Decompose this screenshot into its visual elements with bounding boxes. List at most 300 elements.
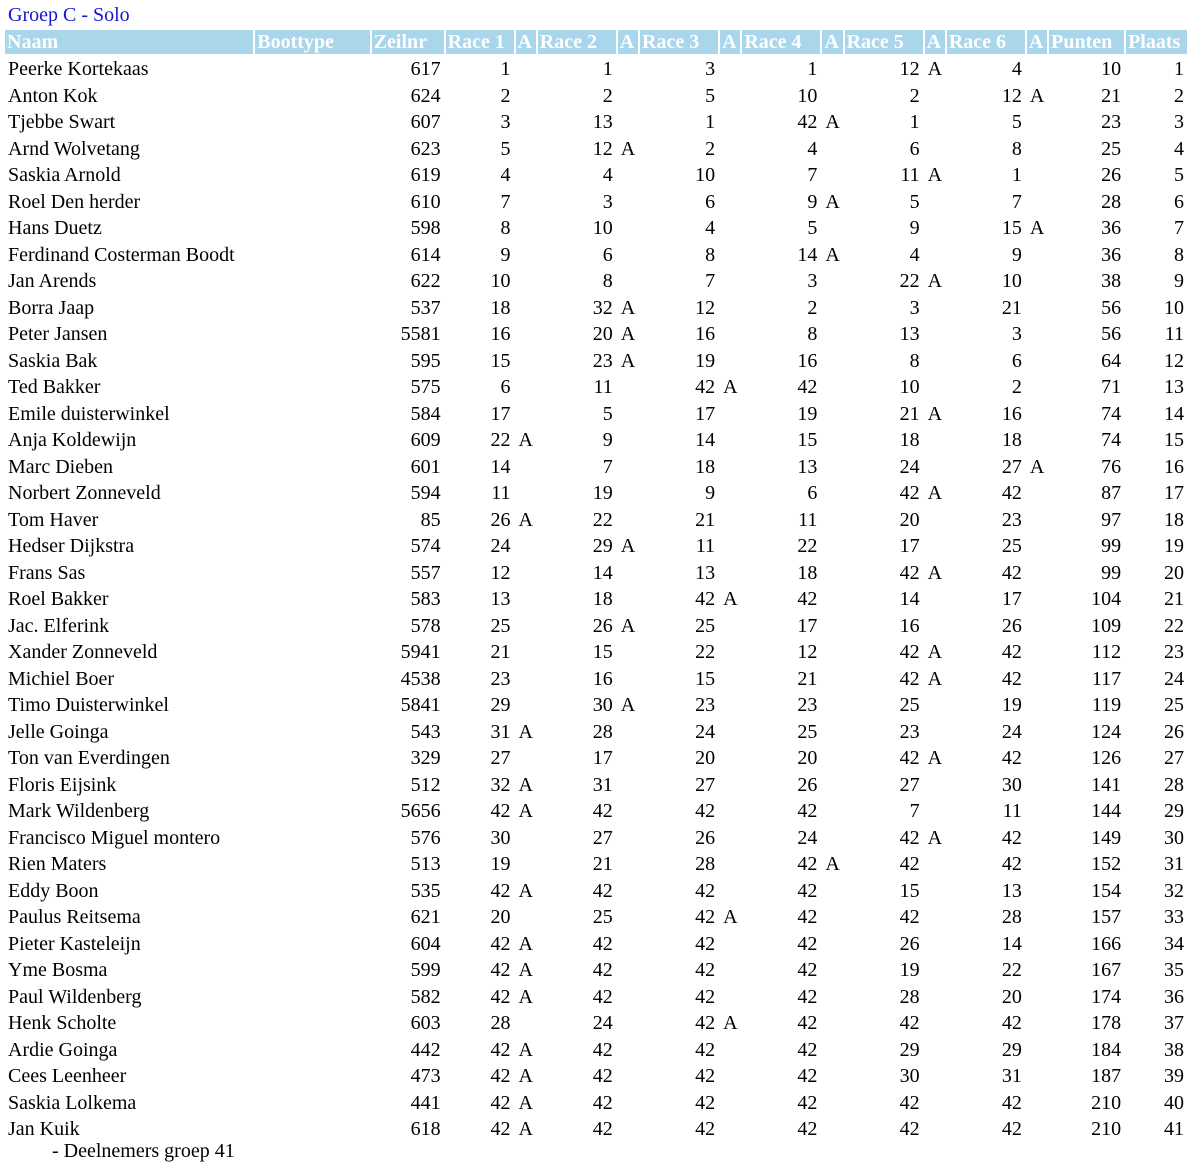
race-score-cell: 22: [490, 429, 511, 452]
race-score-cell: 30: [592, 694, 613, 717]
sailor-name-cell: Paulus Reitsema: [8, 906, 141, 929]
discard-flag-cell: [720, 825, 740, 852]
table-row: [5, 772, 1187, 799]
points-cell: 87: [1101, 482, 1122, 505]
points-cell: 174: [1091, 985, 1122, 1008]
points-cell: 157: [1091, 906, 1122, 929]
sail-number-cell: 575: [410, 376, 441, 399]
discard-flag-cell: [925, 1037, 945, 1064]
race-score-cell: 16: [1001, 402, 1022, 425]
discard-flag-cell: [618, 215, 638, 242]
race-score-cell: 17: [1001, 588, 1022, 611]
race-score-cell: 20: [490, 906, 511, 929]
discard-flag-cell: A: [723, 588, 738, 611]
discard-flag-cell: A: [927, 826, 943, 849]
points-cell: 26: [1101, 164, 1122, 187]
sail-number-cell: 441: [410, 1091, 441, 1114]
race-score-cell: 6: [807, 482, 818, 505]
discard-flag-cell: [925, 798, 945, 825]
race-score-cell: 8: [1011, 137, 1022, 160]
discard-flag-cell: [925, 83, 945, 110]
discard-flag-cell: [925, 189, 945, 216]
table-row: [5, 215, 1187, 242]
discard-flag-cell: [720, 83, 740, 110]
race-score-cell: 25: [899, 694, 920, 717]
boat-type-cell: [255, 984, 369, 1011]
race-score-cell: 5: [807, 217, 818, 240]
place-cell: 21: [1164, 588, 1184, 611]
discard-flag-cell: [618, 1116, 638, 1143]
discard-flag-cell: A: [518, 932, 533, 955]
discard-flag-cell: [516, 692, 536, 719]
place-cell: 2: [1174, 84, 1184, 107]
discard-flag-cell: A: [825, 190, 840, 213]
race-score-cell: 42: [592, 1091, 613, 1114]
boat-type-cell: [255, 692, 369, 719]
discard-flag-cell: A: [825, 243, 840, 266]
race-score-cell: 25: [797, 720, 818, 743]
discard-flag-cell: [1027, 957, 1047, 984]
discard-flag-cell: A: [518, 1118, 533, 1141]
place-cell: 16: [1164, 455, 1184, 478]
race-score-cell: 24: [592, 1012, 613, 1035]
discard-flag-cell: [720, 427, 740, 454]
race-score-cell: 19: [490, 853, 511, 876]
sailor-name-cell: Tom Haver: [8, 508, 99, 531]
discard-flag-cell: [618, 480, 638, 507]
discard-flag-cell: [1027, 825, 1047, 852]
table-row: [5, 745, 1187, 772]
column-header: Race 3: [640, 30, 718, 54]
place-cell: 32: [1164, 879, 1184, 902]
sailor-name-cell: Peter Jansen: [8, 323, 108, 346]
discard-flag-cell: [925, 904, 945, 931]
discard-flag-cell: A: [518, 1091, 533, 1114]
boat-type-cell: [255, 1116, 369, 1143]
points-cell: 23: [1101, 111, 1122, 134]
race-score-cell: 18: [899, 429, 920, 452]
discard-flag-cell: [618, 268, 638, 295]
race-score-cell: 9: [909, 217, 920, 240]
boat-type-cell: [255, 666, 369, 693]
discard-flag-cell: [822, 719, 842, 746]
sailor-name-cell: Hedser Dijkstra: [8, 535, 135, 558]
race-score-cell: 23: [797, 694, 818, 717]
discard-flag-cell: [822, 83, 842, 110]
discard-flag-cell: [822, 692, 842, 719]
race-score-cell: 15: [1001, 217, 1022, 240]
discard-flag-cell: [1027, 613, 1047, 640]
place-cell: 1: [1174, 58, 1184, 81]
sailor-name-cell: Ted Bakker: [8, 376, 101, 399]
race-score-cell: 42: [899, 1012, 920, 1035]
points-cell: 64: [1101, 349, 1122, 372]
discard-flag-cell: [618, 54, 638, 83]
points-cell: 56: [1101, 296, 1122, 319]
discard-flag-cell: [822, 560, 842, 587]
discard-flag-cell: [618, 454, 638, 481]
discard-flag-cell: [516, 454, 536, 481]
race-score-cell: 16: [490, 323, 511, 346]
race-score-cell: 42: [797, 1012, 818, 1035]
points-cell: 99: [1101, 561, 1122, 584]
race-score-cell: 5: [500, 137, 511, 160]
race-score-cell: 42: [899, 1118, 920, 1141]
discard-flag-cell: [822, 957, 842, 984]
boat-type-cell: [255, 533, 369, 560]
discard-flag-cell: [925, 613, 945, 640]
race-score-cell: 5: [909, 190, 920, 213]
discard-flag-cell: [1027, 136, 1047, 163]
discard-flag-cell: [925, 136, 945, 163]
sail-number-cell: 614: [410, 243, 441, 266]
discard-flag-cell: A: [518, 1065, 533, 1088]
race-score-cell: 42: [490, 959, 511, 982]
sail-number-cell: 624: [410, 84, 441, 107]
race-score-cell: 1: [602, 58, 613, 81]
race-score-cell: 30: [899, 1065, 920, 1088]
place-cell: 38: [1164, 1038, 1184, 1061]
points-cell: 56: [1101, 323, 1122, 346]
table-header-row: [5, 30, 1187, 54]
discard-flag-cell: [925, 242, 945, 269]
table-row: [5, 957, 1187, 984]
sail-number-cell: 85: [420, 508, 441, 531]
discard-flag-cell: [1027, 984, 1047, 1011]
discard-flag-cell: [822, 162, 842, 189]
race-score-cell: 10: [899, 376, 920, 399]
discard-flag-cell: [720, 639, 740, 666]
table-row: [5, 83, 1187, 110]
race-score-cell: 21: [592, 853, 613, 876]
race-score-cell: 42: [1001, 667, 1022, 690]
discard-flag-cell: [822, 533, 842, 560]
discard-flag-cell: [720, 533, 740, 560]
race-score-cell: 42: [592, 932, 613, 955]
table-row: [5, 242, 1187, 269]
discard-flag-cell: A: [927, 270, 943, 293]
boat-type-cell: [255, 268, 369, 295]
race-score-cell: 42: [490, 1065, 511, 1088]
discard-flag-cell: [516, 54, 536, 83]
table-row: [5, 401, 1187, 428]
place-cell: 41: [1164, 1118, 1184, 1141]
discard-flag-cell: [822, 268, 842, 295]
discard-flag-cell: A: [620, 349, 636, 372]
race-score-cell: 15: [797, 429, 818, 452]
race-score-cell: 12: [797, 641, 818, 664]
race-score-cell: 42: [592, 800, 613, 823]
discard-flag-cell: [516, 242, 536, 269]
race-score-cell: 4: [909, 243, 920, 266]
race-score-cell: 29: [490, 694, 511, 717]
race-score-cell: 2: [602, 84, 613, 107]
race-score-cell: 10: [1001, 270, 1022, 293]
column-header: A: [925, 30, 945, 54]
discard-flag-cell: [720, 957, 740, 984]
discard-flag-cell: [618, 427, 638, 454]
race-score-cell: 42: [899, 853, 920, 876]
race-score-cell: 12: [695, 296, 716, 319]
race-score-cell: 22: [695, 641, 716, 664]
race-score-cell: 30: [490, 826, 511, 849]
sail-number-cell: 5841: [400, 694, 441, 717]
discard-flag-cell: [1027, 348, 1047, 375]
race-score-cell: 42: [1001, 1118, 1022, 1141]
race-score-cell: 12: [1001, 84, 1022, 107]
discard-flag-cell: A: [620, 535, 636, 558]
race-score-cell: 13: [797, 455, 818, 478]
race-score-cell: 18: [1001, 429, 1022, 452]
points-cell: 74: [1101, 402, 1122, 425]
discard-flag-cell: [925, 1090, 945, 1117]
boat-type-cell: [255, 1063, 369, 1090]
sail-number-cell: 442: [410, 1038, 441, 1061]
race-score-cell: 42: [592, 959, 613, 982]
boat-type-cell: [255, 162, 369, 189]
discard-flag-cell: [618, 1037, 638, 1064]
discard-flag-cell: [516, 533, 536, 560]
discard-flag-cell: [1027, 666, 1047, 693]
race-score-cell: 5: [705, 84, 716, 107]
boat-type-cell: [255, 454, 369, 481]
table-row: [5, 427, 1187, 454]
place-cell: 27: [1164, 747, 1184, 770]
points-cell: 10: [1101, 58, 1122, 81]
discard-flag-cell: [618, 109, 638, 136]
column-header: Race 4: [742, 30, 820, 54]
place-cell: 26: [1164, 720, 1184, 743]
sail-number-cell: 5581: [400, 323, 441, 346]
race-score-cell: 25: [695, 614, 716, 637]
discard-flag-cell: [1027, 109, 1047, 136]
discard-flag-cell: [720, 480, 740, 507]
discard-flag-cell: [618, 931, 638, 958]
race-score-cell: 14: [592, 561, 613, 584]
place-cell: 12: [1164, 349, 1184, 372]
discard-flag-cell: A: [518, 720, 533, 743]
place-cell: 37: [1164, 1012, 1184, 1035]
race-score-cell: 42: [1001, 853, 1022, 876]
race-score-cell: 42: [592, 985, 613, 1008]
race-score-cell: 42: [899, 482, 920, 505]
sailor-name-cell: Marc Dieben: [8, 455, 113, 478]
race-score-cell: 42: [695, 1012, 716, 1035]
race-score-cell: 1: [807, 58, 818, 81]
discard-flag-cell: A: [518, 1038, 533, 1061]
race-score-cell: 42: [592, 1038, 613, 1061]
discard-flag-cell: [720, 1090, 740, 1117]
points-cell: 25: [1101, 137, 1122, 160]
discard-flag-cell: [1027, 427, 1047, 454]
table-row: [5, 533, 1187, 560]
points-cell: 126: [1091, 747, 1122, 770]
points-cell: 38: [1101, 270, 1122, 293]
race-score-cell: 7: [500, 190, 511, 213]
boat-type-cell: [255, 719, 369, 746]
race-score-cell: 17: [899, 535, 920, 558]
sail-number-cell: 543: [410, 720, 441, 743]
discard-flag-cell: [925, 427, 945, 454]
race-score-cell: 42: [695, 376, 716, 399]
points-cell: 97: [1101, 508, 1122, 531]
discard-flag-cell: [618, 586, 638, 613]
discard-flag-cell: [516, 215, 536, 242]
discard-flag-cell: [516, 268, 536, 295]
discard-flag-cell: [1027, 162, 1047, 189]
sail-number-cell: 609: [410, 429, 441, 452]
discard-flag-cell: [1027, 401, 1047, 428]
discard-flag-cell: [720, 798, 740, 825]
race-score-cell: 42: [797, 879, 818, 902]
race-score-cell: 11: [798, 508, 818, 531]
race-score-cell: 42: [797, 1065, 818, 1088]
race-score-cell: 9: [1011, 243, 1022, 266]
boat-type-cell: [255, 931, 369, 958]
discard-flag-cell: A: [518, 773, 533, 796]
discard-flag-cell: [720, 242, 740, 269]
race-score-cell: 42: [797, 588, 818, 611]
race-score-cell: 26: [592, 614, 613, 637]
race-score-cell: 8: [500, 217, 511, 240]
race-score-cell: 26: [797, 773, 818, 796]
race-score-cell: 42: [899, 1091, 920, 1114]
sail-number-cell: 473: [410, 1065, 441, 1088]
boat-type-cell: [255, 878, 369, 905]
race-score-cell: 15: [490, 349, 511, 372]
race-score-cell: 42: [797, 1091, 818, 1114]
sailor-name-cell: Francisco Miguel montero: [8, 826, 221, 849]
discard-flag-cell: [720, 745, 740, 772]
discard-flag-cell: [925, 586, 945, 613]
sailor-name-cell: Saskia Arnold: [8, 164, 121, 187]
race-score-cell: 8: [909, 349, 920, 372]
race-score-cell: 22: [1001, 959, 1022, 982]
race-score-cell: 23: [490, 667, 511, 690]
table-row: [5, 904, 1187, 931]
discard-flag-cell: [822, 401, 842, 428]
discard-flag-cell: [822, 931, 842, 958]
sailor-name-cell: Michiel Boer: [8, 667, 115, 690]
discard-flag-cell: [516, 162, 536, 189]
sailor-name-cell: Paul Wildenberg: [8, 985, 142, 1008]
points-cell: 184: [1091, 1038, 1122, 1061]
participants-count: - Deelnemers groep 41: [52, 1140, 235, 1162]
sail-number-cell: 5941: [400, 641, 441, 664]
points-cell: 71: [1101, 376, 1122, 399]
sailor-name-cell: Peerke Kortekaas: [8, 58, 149, 81]
race-score-cell: 16: [797, 349, 818, 372]
discard-flag-cell: [822, 54, 842, 83]
discard-flag-cell: [822, 878, 842, 905]
race-score-cell: 42: [592, 879, 613, 902]
column-header: Race 5: [845, 30, 923, 54]
race-score-cell: 42: [797, 111, 818, 134]
column-header: Punten: [1049, 30, 1124, 54]
race-score-cell: 42: [490, 800, 511, 823]
place-cell: 17: [1164, 482, 1184, 505]
place-cell: 4: [1174, 137, 1184, 160]
sail-number-cell: 4538: [400, 667, 441, 690]
discard-flag-cell: [516, 480, 536, 507]
race-score-cell: 42: [1001, 561, 1022, 584]
column-header: Race 6: [947, 30, 1025, 54]
race-score-cell: 10: [592, 217, 613, 240]
table-row: [5, 109, 1187, 136]
race-score-cell: 9: [807, 190, 818, 213]
discard-flag-cell: [1027, 507, 1047, 534]
race-score-cell: 14: [797, 243, 818, 266]
discard-flag-cell: [822, 348, 842, 375]
race-score-cell: 24: [1001, 720, 1022, 743]
discard-flag-cell: [618, 666, 638, 693]
sail-number-cell: 599: [410, 959, 441, 982]
points-cell: 104: [1091, 588, 1122, 611]
discard-flag-cell: [516, 639, 536, 666]
race-score-cell: 42: [1001, 826, 1022, 849]
discard-flag-cell: [618, 507, 638, 534]
discard-flag-cell: [516, 295, 536, 322]
race-score-cell: 2: [705, 137, 716, 160]
discard-flag-cell: [1027, 798, 1047, 825]
points-cell: 76: [1101, 455, 1122, 478]
race-score-cell: 20: [592, 323, 613, 346]
discard-flag-cell: [720, 878, 740, 905]
table-body: [5, 54, 1187, 1143]
discard-flag-cell: [925, 507, 945, 534]
race-score-cell: 30: [1001, 773, 1022, 796]
discard-flag-cell: A: [1029, 84, 1045, 107]
race-score-cell: 24: [899, 455, 920, 478]
discard-flag-cell: [925, 957, 945, 984]
boat-type-cell: [255, 1037, 369, 1064]
table-row: [5, 639, 1187, 666]
discard-flag-cell: [516, 189, 536, 216]
sailor-name-cell: Mark Wildenberg: [8, 800, 150, 823]
race-score-cell: 7: [1011, 190, 1022, 213]
table-row: [5, 851, 1187, 878]
discard-flag-cell: [925, 454, 945, 481]
discard-flag-cell: [822, 904, 842, 931]
discard-flag-cell: [618, 984, 638, 1011]
race-score-cell: 11: [491, 482, 511, 505]
boat-type-cell: [255, 83, 369, 110]
table-row: [5, 798, 1187, 825]
race-score-cell: 25: [1001, 535, 1022, 558]
race-score-cell: 22: [899, 270, 920, 293]
points-cell: 74: [1101, 429, 1122, 452]
discard-flag-cell: A: [620, 296, 636, 319]
race-score-cell: 27: [695, 773, 716, 796]
discard-flag-cell: [1027, 242, 1047, 269]
race-score-cell: 21: [899, 402, 920, 425]
discard-flag-cell: [822, 1116, 842, 1143]
race-score-cell: 29: [899, 1038, 920, 1061]
race-score-cell: 32: [490, 773, 511, 796]
sail-number-cell: 574: [410, 535, 441, 558]
sailor-name-cell: Jelle Goinga: [8, 720, 109, 743]
race-score-cell: 22: [797, 535, 818, 558]
race-score-cell: 28: [899, 985, 920, 1008]
table-row: [5, 613, 1187, 640]
discard-flag-cell: [720, 268, 740, 295]
race-score-cell: 19: [899, 959, 920, 982]
race-score-cell: 2: [909, 84, 920, 107]
discard-flag-cell: [618, 401, 638, 428]
race-score-cell: 19: [592, 482, 613, 505]
race-score-cell: 7: [909, 800, 920, 823]
discard-flag-cell: [1027, 189, 1047, 216]
